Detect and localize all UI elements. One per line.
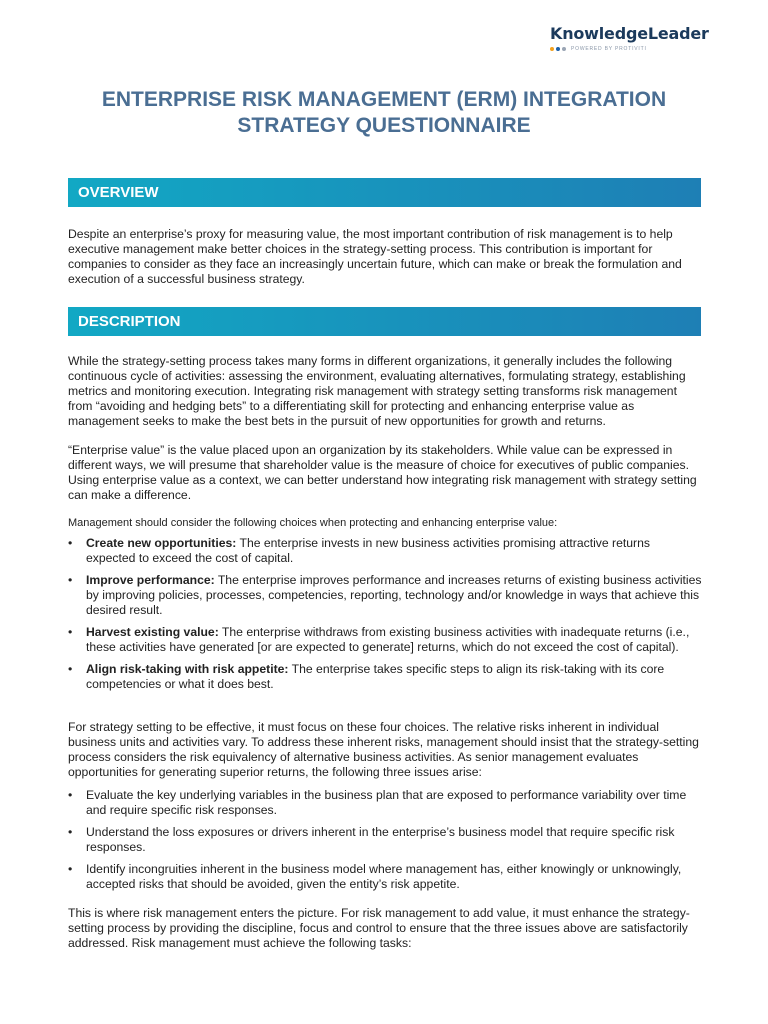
description-paragraph-1: While the strategy-setting process takes many forms in different organizations, it generally includes the following continuous cycle of activities: assessing the environment, evaluating alternatives, formulating strategy, establishing metrics and monitoring execution. Integrating risk management with strategy setting transforms risk management from “avoiding and hedging bets” to a differentiating skill for protecting and enhancing enterprise value as management seeks to make the best bets in the pursuit of new opportunities for growth and returns.: [68, 354, 686, 428]
issues-list: [68, 788, 702, 899]
overview-paragraph: Despite an enterprise’s proxy for measuring value, the most important contribution of risk management is to help executive management make better choices in the strategy-setting process. This contribution is important for companies to consider as they face an increasingly uncertain future, which can make or break the formulation and execution of a successful business strategy.: [68, 227, 682, 286]
list-item: • Harvest existing value: The enterprise withdraws from existing business activities with inadequate returns (i.e., these activities have generated [or are expected to generate] returns, which do not exceed the cost of capital).: [68, 625, 690, 654]
logo-tagline-row: [550, 46, 700, 52]
logo-dot-orange-icon: [550, 47, 554, 51]
document-title: ENTERPRISE RISK MANAGEMENT (ERM) INTEGRATION STRATEGY QUESTIONNAIRE: [101, 88, 667, 137]
list-item: • Evaluate the key underlying variables in the business plan that are exposed to performance variability over time and require specific risk responses.: [68, 788, 687, 817]
list-item: • Understand the loss exposures or drivers inherent in the enterprise’s business model that require specific risk responses.: [68, 825, 675, 854]
list-item: • Improve performance: The enterprise improves performance and increases returns of existing business activities by improving policies, processes, competencies, reporting, technology and/or knowledge in ways that achieve this desired result.: [68, 573, 702, 617]
logo-dot-gray-icon: [562, 47, 566, 51]
description-paragraph-4: This is where risk management enters the picture. For risk management to add value, it must enhance the strategy-setting process by providing the discipline, focus and control to ensure that the three issues above are satisfactorily addressed. Risk management must achieve the following tasks:: [68, 906, 690, 950]
list-item: • Align risk-taking with risk appetite: The enterprise takes specific steps to align its risk-taking with its core competencies or what it does best.: [68, 662, 665, 691]
description-paragraph-3: For strategy setting to be effective, it must focus on these four choices. The relative risks inherent in individual business units and activities vary. To address these inherent risks, management should insist that the strategy-setting process considers the risk equivalency of alternative business activities. As senior management evaluates opportunities for generating superior returns, the following three issues arise:: [68, 720, 699, 779]
knowledgeleader-logo: [550, 24, 709, 52]
logo-dot-blue-icon: [556, 47, 560, 51]
choices-list: [68, 536, 702, 699]
logo-wordmark: KnowledgeLeader: [550, 24, 709, 43]
logo-tagline: POWERED BY PROTIVITI: [571, 46, 647, 52]
choices-intro: Management should consider the following choices when protecting and enhancing enterprise value:: [68, 517, 558, 529]
overview-heading: OVERVIEW: [68, 178, 701, 207]
list-item: • Identify incongruities inherent in the business model where management has, either knowingly or unknowingly, accepted risks that should be avoided, given the entity’s risk appetite.: [68, 862, 682, 891]
description-heading: DESCRIPTION: [68, 307, 701, 336]
description-paragraph-2: “Enterprise value” is the value placed upon an organization by its stakeholders. While value can be expressed in different ways, we will presume that shareholder value is the measure of choice for executives of public companies. Using enterprise value as a context, we can better understand how integrating risk management with strategy setting can make a difference.: [68, 443, 697, 502]
list-item: • Create new opportunities: The enterprise invests in new business activities promising attractive returns expected to exceed the cost of capital.: [68, 536, 650, 565]
